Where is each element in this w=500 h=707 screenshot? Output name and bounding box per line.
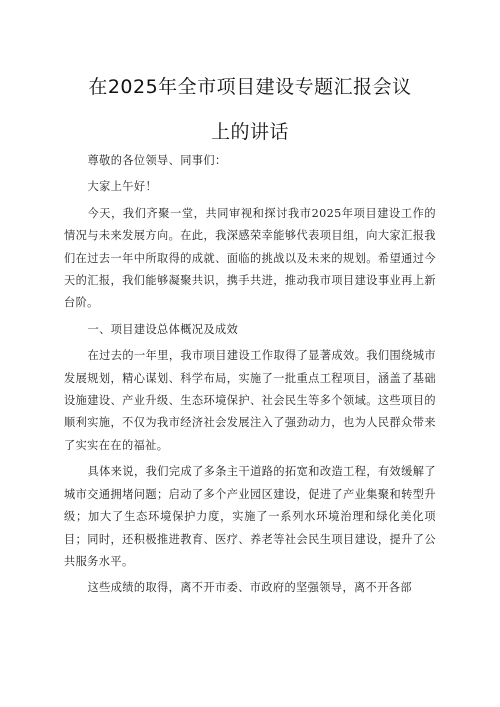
greeting: 大家上午好！: [87, 180, 158, 194]
overview-paragraph: 在过去的一年里，我市项目建设工作取得了显著成效。我们围绕城市发展规划，精心谋划、科学布局，实施了一批重点工程项目，涵盖了基础设施建设、产业升级、生态环境保护、社会民生等多个领域。这些项目的顺利实施，不仅为我市经济社会发展注入了强劲动力，也为人民群众带来了实实在在的福祉。: [64, 349, 436, 452]
details-paragraph: 具体来说，我们完成了多条主干道路的拓宽和改造工程，有效缓解了城市交通拥堵问题；启动了多个产业园区建设，促进了产业集聚和转型升级；加大了生态环境保护力度，实施了一系列水环境治理和绿化美化项目；同时，还积极推进教育、医疗、养老等社会民生项目建设，提升了公共服务水平。: [64, 465, 436, 568]
document-body: [64, 150, 436, 604]
salutation: 尊敬的各位领导、同事们：: [87, 154, 227, 167]
document-title-line-1: 在2025年全市项目建设专题汇报会议: [88, 76, 412, 98]
section-heading: 一、项目建设总体概况及成效: [87, 322, 239, 336]
intro-paragraph: 今天，我们齐聚一堂，共同审视和探讨我市2025年项目建设工作的情况与未来发展方向。在此，我深感荣幸能够代表项目组，向大家汇报我们在过去一年中所取得的成就、面临的挑战以及未来的规划。希望通过今天的汇报，我们能够凝聚共识，携手共进，推动我市项目建设事业再上新台阶。: [64, 206, 436, 310]
document-title-line-2: 上的讲话: [210, 121, 289, 143]
closing-paragraph: 这些成绩的取得，离不开市委、市政府的坚强领导，离不开各部: [87, 581, 412, 595]
